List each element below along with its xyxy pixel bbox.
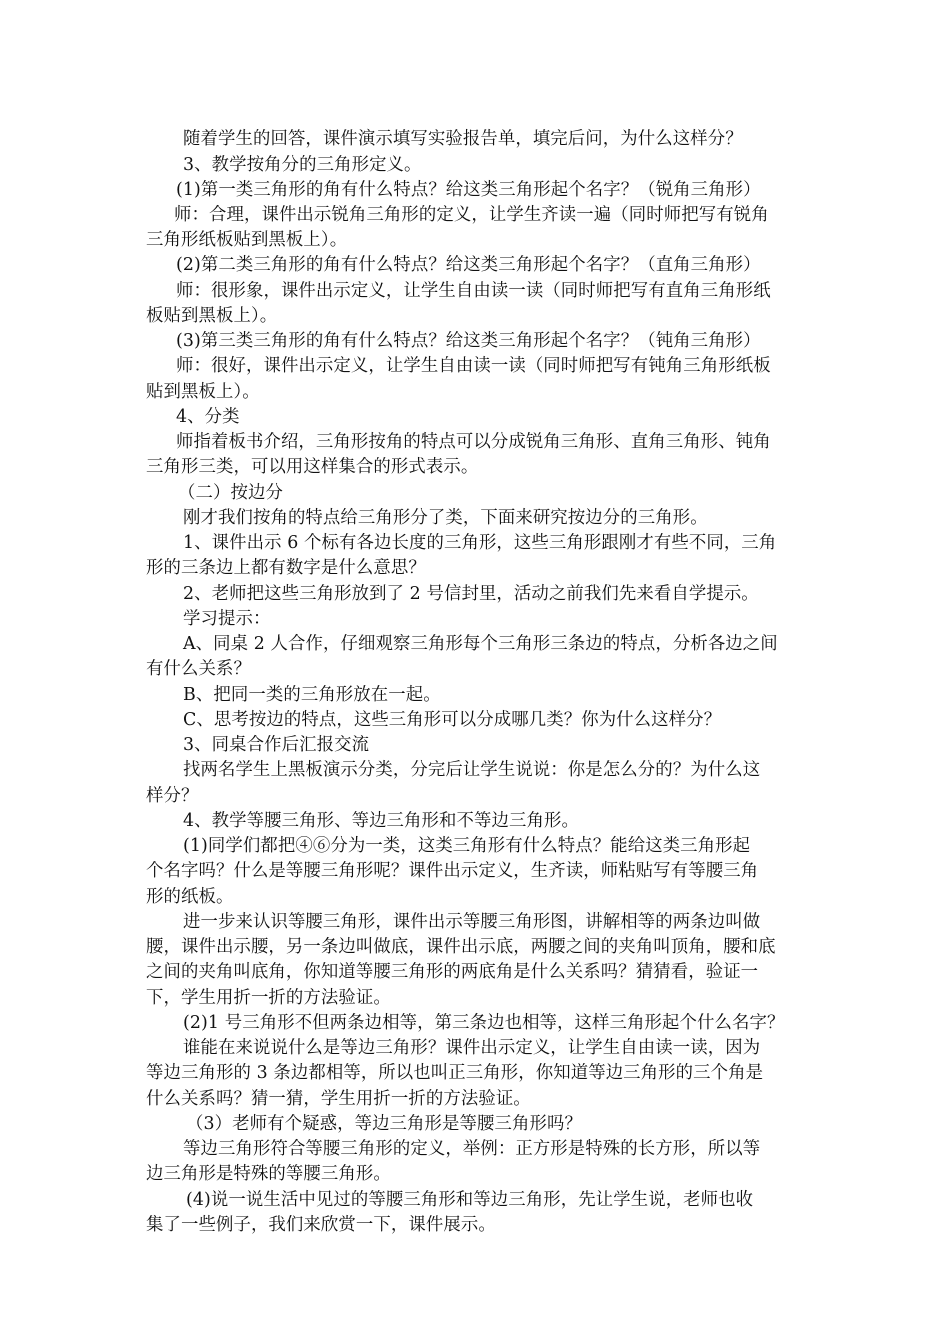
text-line: (2)第二类三角形的角有什么特点？给这类三角形起个名字？（直角三角形） (176, 255, 761, 275)
text-line: 4、分类 (176, 407, 240, 427)
text-line: 等边三角形符合等腰三角形的定义，举例：正方形是特殊的长方形，所以等 (183, 1139, 761, 1159)
text-line: 腰，课件出示腰，另一条边叫做底，课件出示底，两腰之间的夹角叫顶角，腰和底 (146, 937, 776, 957)
text-line: 之间的夹角叫底角，你知道等腰三角形的两底角是什么关系吗？猜猜看，验证一 (146, 962, 759, 982)
text-line: (1)同学们都把④⑥分为一类，这类三角形有什么特点？能给这类三角形起 (183, 836, 751, 856)
text-line: (1)第一类三角形的角有什么特点？给这类三角形起个名字？（锐角三角形） (176, 180, 761, 200)
text-line: 刚才我们按角的特点给三角形分了类，下面来研究按边分的三角形。 (183, 508, 708, 528)
text-line: 等边三角形的 3 条边都相等，所以也叫正三角形，你知道等边三角形的三个角是 (146, 1063, 764, 1083)
text-line: 下，学生用折一折的方法验证。 (146, 988, 391, 1008)
text-line: （二）按边分 (178, 483, 283, 503)
text-line: 进一步来认识等腰三角形，课件出示等腰三角形图，讲解相等的两条边叫做 (183, 912, 761, 932)
text-line: 师：很好，课件出示定义，让学生自由读一读（同时师把写有钝角三角形纸板 (176, 356, 771, 376)
text-line: 三角形纸板贴到黑板上）。 (146, 230, 348, 250)
text-line: 有什么关系？ (146, 659, 251, 679)
text-line: 2、老师把这些三角形放到了 2 号信封里，活动之前我们先来看自学提示。 (183, 584, 759, 604)
text-line: 4、教学等腰三角形、等边三角形和不等边三角形。 (183, 811, 579, 831)
text-line: (2)1 号三角形不但两条边相等，第三条边也相等，这样三角形起个什么名字？ (183, 1013, 785, 1033)
text-line: 贴到黑板上）。 (146, 382, 260, 402)
text-line: 随着学生的回答，课件演示填写实验报告单，填完后问，为什么这样分？ (183, 129, 743, 149)
text-line: B、把同一类的三角形放在一起。 (183, 685, 441, 705)
text-line: (4)说一说生活中见过的等腰三角形和等边三角形，先让学生说，老师也收 (186, 1190, 754, 1210)
text-line: （3）老师有个疑惑，等边三角形是等腰三角形吗？ (186, 1114, 582, 1134)
text-line: 个名字吗？什么是等腰三角形呢？课件出示定义，生齐读，师粘贴写有等腰三角 (146, 861, 759, 881)
text-line: 形的纸板。 (146, 887, 234, 907)
text-line: 谁能在来说说什么是等边三角形？课件出示定义，让学生自由读一读，因为 (183, 1038, 761, 1058)
text-line: 师：很形象，课件出示定义，让学生自由读一读（同时师把写有直角三角形纸 (176, 281, 771, 301)
text-line: 3、同桌合作后汇报交流 (183, 735, 370, 755)
text-line: 边三角形是特殊的等腰三角形。 (146, 1164, 391, 1184)
text-line: 师指着板书介绍，三角形按角的特点可以分成锐角三角形、直角三角形、钝角 (176, 432, 771, 452)
text-line: 学习提示： (183, 609, 271, 629)
text-line: 板贴到黑板上）。 (146, 306, 278, 326)
text-line: 样分？ (146, 786, 199, 806)
text-line: 集了一些例子，我们来欣赏一下，课件展示。 (146, 1215, 496, 1235)
text-line: 1、课件出示 6 个标有各边长度的三角形，这些三角形跟刚才有些不同，三角 (183, 533, 777, 553)
text-line: A、同桌 2 人合作，仔细观察三角形每个三角形三条边的特点，分析各边之间 (183, 634, 778, 654)
text-line: 三角形三类，可以用这样集合的形式表示。 (146, 457, 479, 477)
text-line: 找两名学生上黑板演示分类，分完后让学生说说：你是怎么分的？为什么这 (183, 760, 761, 780)
text-line: 形的三条边上都有数字是什么意思？ (146, 558, 426, 578)
text-line: C、思考按边的特点，这些三角形可以分成哪几类？你为什么这样分？ (183, 710, 722, 730)
text-line: 3、教学按角分的三角形定义。 (183, 155, 422, 175)
text-line: (3)第三类三角形的角有什么特点？给这类三角形起个名字？（钝角三角形） (176, 331, 761, 351)
text-line: 师：合理，课件出示锐角三角形的定义，让学生齐读一遍（同时师把写有锐角 (174, 205, 769, 225)
text-line: 什么关系吗？猜一猜，学生用折一折的方法验证。 (146, 1089, 531, 1109)
